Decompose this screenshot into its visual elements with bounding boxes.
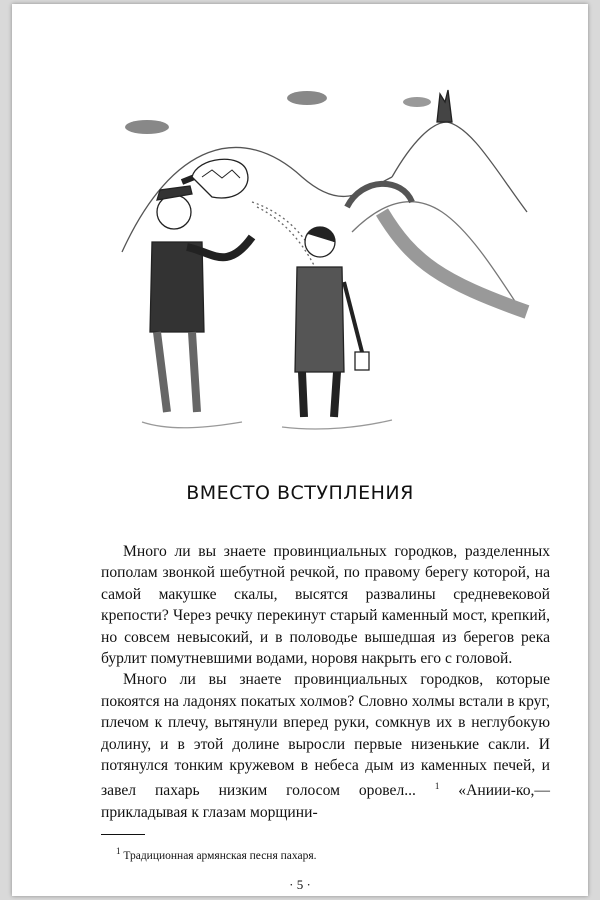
chapter-title: ВМЕСТО ВСТУПЛЕНИЯ	[186, 482, 414, 504]
footnote-reference: 1	[434, 781, 440, 792]
paragraph-text-continuation: «Аниии-ко,— прикладывая к глазам морщини-	[101, 782, 551, 822]
paragraph: Много ли вы знаете провинциальных городков, разделенных пополам звонкой шебутной речкой, по правому берегу которой, на самой макушке скалы, высятся развалины средневековой крепости? Через речку перекинут старый каменный мост, крепкий, но совсем невысокий, и в половодье вышедшая из берегов река бурлит помутневшими водами, норовя накрыть его с головой.	[101, 543, 550, 668]
body-text	[101, 541, 550, 823]
book-page	[12, 4, 588, 896]
paragraph	[101, 669, 550, 823]
illustration	[112, 82, 532, 442]
paragraph-text: Много ли вы знаете провинциальных городков, которые покоятся на ладонях покатых холмов? Словно холмы встали в круг, плечом к плечу, вытянули вперед руки, сомкнув их в неглубокую долину, и в этой долине выросли первые низенькие сакли. И потянулся тонким кружевом в небеса дым из каменных печей, и завел пахарь низким голосом оровел...	[101, 671, 550, 800]
footnote-divider	[101, 834, 145, 835]
footnote-marker: 1	[116, 846, 121, 856]
page-number: · 5 ·	[289, 877, 311, 892]
footnote-text: Традиционная армянская песня пахаря.	[123, 849, 317, 862]
footnote	[116, 846, 317, 862]
